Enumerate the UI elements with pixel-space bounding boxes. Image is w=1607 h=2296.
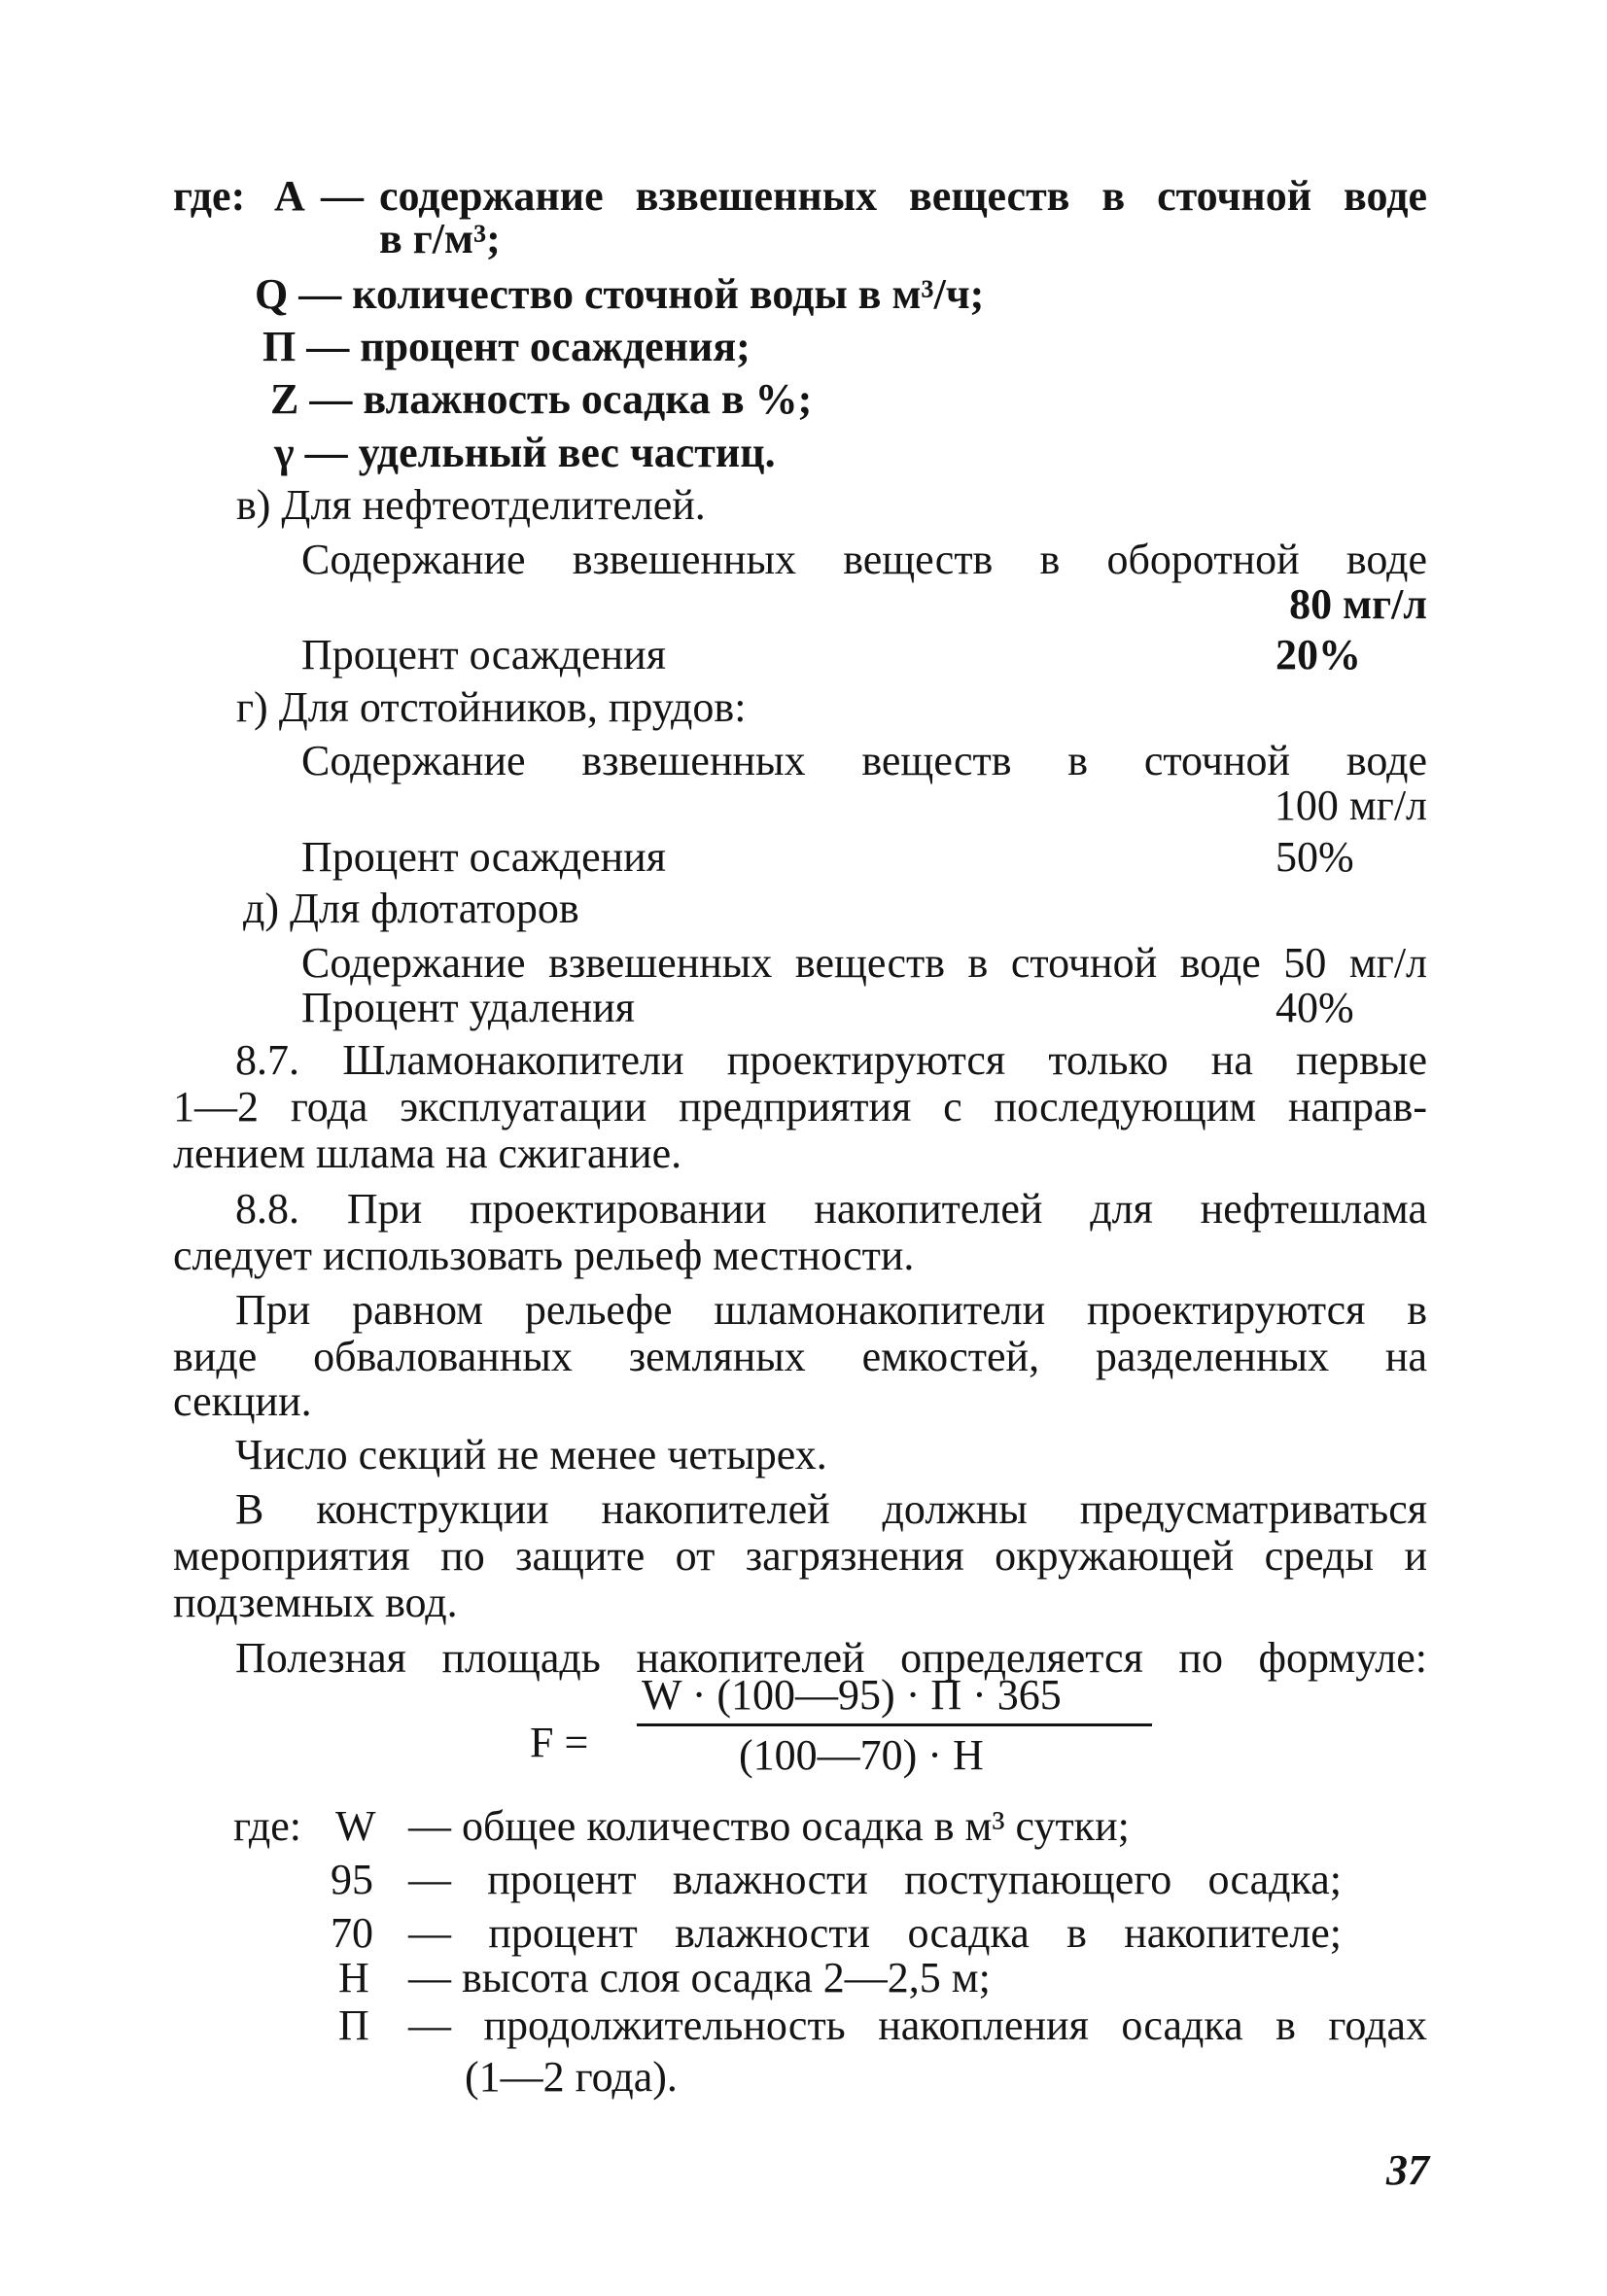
- defs2-row-text: — общее количество осадка в м³ сутки;: [408, 1802, 1130, 1850]
- para-8-7-line1: 8.7. Шламонакопители проектируются только на первые: [235, 1036, 1427, 1084]
- para-8-7-line2: 1—2 года эксплуатации предприятия с последующим направ-: [173, 1083, 1427, 1131]
- defs2-row-text: — процент влажности поступающего осадка;: [408, 1856, 1342, 1903]
- section-g-percent: Процент осаждения: [301, 833, 666, 881]
- para-8-7-line3: лением шлама на сжигание.: [173, 1130, 682, 1177]
- section-d-title: д) Для флотаторов: [243, 885, 579, 932]
- section-v-percent: Процент осаждения: [301, 631, 666, 678]
- para-sections-count: Число секций не менее четырех.: [235, 1431, 827, 1478]
- para-8-8-line1: 8.8. При проектировании накопителей для нефтешлама: [235, 1185, 1427, 1233]
- para-relief-line1: При равном рельефе шламонакопители проектируются в: [235, 1286, 1427, 1334]
- para-construction-line2: мероприятия по защите от загрязнения окружающей среды и: [173, 1532, 1427, 1580]
- formula-numerator: W · (100—95) · П · 365: [642, 1671, 1062, 1719]
- defs1-p: П — процент осаждения;: [262, 323, 751, 370]
- defs1-z: Z — влажность осадка в %;: [270, 375, 813, 423]
- defs1-gde: где:: [173, 172, 246, 220]
- defs2-row-text: — продолжительность накопления осадка в годах: [408, 2001, 1427, 2049]
- section-d-percent: Процент удаления: [301, 984, 635, 1031]
- defs2-gde: где:: [233, 1802, 301, 1850]
- defs1-q: Q — количество сточной воды в м³/ч;: [255, 270, 985, 318]
- formula-fraction-bar: [637, 1723, 1152, 1726]
- section-g-content-value: 100 мг/л: [1274, 782, 1427, 829]
- defs2-row-symbol: П: [338, 2001, 369, 2049]
- section-d-content: Содержание взвешенных веществ в сточной воде 50 мг/л: [301, 939, 1427, 987]
- defs1-gamma: γ — удельный вес частиц.: [274, 429, 776, 476]
- section-v-title: в) Для нефтеотделителей.: [236, 481, 706, 529]
- defs1-a-text: содержание взвешенных веществ в сточной воде: [379, 172, 1427, 220]
- section-v-content: Содержание взвешенных веществ в оборотной воде: [301, 536, 1427, 583]
- para-area-intro: Полезная площадь накопителей определяется по формуле:: [235, 1634, 1427, 1682]
- section-g-percent-value: 50%: [1275, 833, 1354, 881]
- defs2-row-text: — процент влажности осадка в накопителе;: [408, 1909, 1342, 1957]
- section-d-percent-value: 40%: [1275, 984, 1354, 1031]
- formula-denominator: (100—70) · H: [739, 1731, 984, 1779]
- page-number: 37: [1386, 2146, 1429, 2194]
- para-relief-line2: виде обвалованных земляных емкостей, разделенных на: [173, 1333, 1427, 1380]
- defs1-a-dash: —: [321, 172, 364, 220]
- para-8-8-line2: следует использовать рельеф местности.: [173, 1232, 915, 1279]
- section-g-title: г) Для отстойников, прудов:: [236, 683, 747, 731]
- para-construction-line1: В конструкции накопителей должны предусматриваться: [235, 1485, 1427, 1533]
- defs2-row-text: — высота слоя осадка 2—2,5 м;: [408, 1954, 991, 2001]
- section-v-content-value: 80 мг/л: [1289, 580, 1427, 628]
- defs2-row-symbol: W: [335, 1802, 376, 1850]
- defs2-tail: (1—2 года).: [465, 2053, 678, 2101]
- defs1-a-symbol: A: [274, 172, 305, 220]
- defs2-row-symbol: H: [338, 1954, 369, 2001]
- defs1-a-unit: в г/м³;: [379, 215, 501, 262]
- formula-lhs: F =: [530, 1719, 589, 1766]
- section-g-content: Содержание взвешенных веществ в сточной воде: [301, 737, 1427, 784]
- defs2-row-symbol: 95: [331, 1856, 373, 1903]
- section-v-percent-value: 20%: [1275, 631, 1361, 678]
- para-relief-line3: секции.: [173, 1377, 312, 1425]
- defs2-row-symbol: 70: [331, 1909, 373, 1957]
- para-construction-line3: подземных вод.: [173, 1579, 458, 1626]
